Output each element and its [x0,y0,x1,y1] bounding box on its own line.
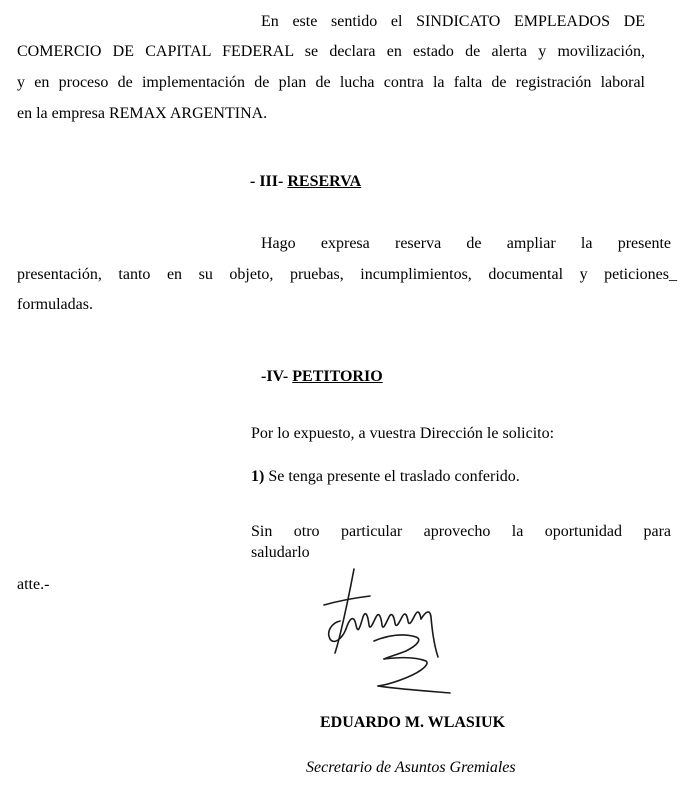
section3-prefix: - III- [250,173,284,190]
paragraph2-line3: formuladas. [17,296,93,313]
section4-heading [261,367,383,387]
closing-line2: saludarlo [251,544,310,561]
petitorio-item-1-text: Se tenga presente el traslado conferido. [268,468,520,485]
petitorio-item-1-number: 1) [251,468,265,485]
section4-prefix: -IV- [261,368,289,385]
paragraph1-line4: en la empresa REMAX ARGENTINA. [17,105,268,122]
petitorio-intro: Por lo expuesto, a vuestra Dirección le solicito: [251,425,555,442]
paragraph2-line2: presentación, tanto en su objeto, pruebas, incumplimientos, documental y peticiones_ [17,266,677,283]
section3-heading [250,172,361,192]
paragraph2-line1: Hago expresa reserva de ampliar la presente [261,235,671,252]
paragraph1-line3: y en proceso de implementación de plan de lucha contra la falta de registración laboral [17,74,645,91]
section4-title: PETITORIO [292,368,383,385]
closing-line1: Sin otro particular aprovecho la oportunidad para [251,523,671,540]
signatory-name: EDUARDO M. WLASIUK [320,714,506,731]
paragraph1-line2: COMERCIO DE CAPITAL FEDERAL se declara en estado de alerta y movilización, [17,43,645,60]
signatory-role: Secretario de Asuntos Gremiales [306,759,516,776]
section3-title: RESERVA [287,173,362,190]
petitorio-item-1 [251,467,520,487]
signature-image [318,565,458,695]
paragraph1-line1: En este sentido el SINDICATO EMPLEADOS DE [261,13,645,30]
closing-atte: atte.- [17,576,50,593]
